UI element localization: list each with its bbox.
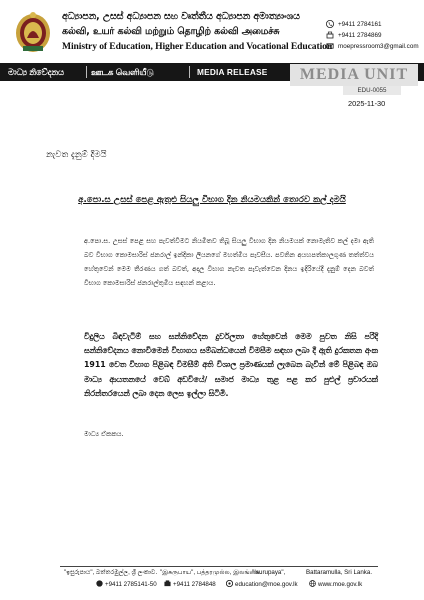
notice-heading: නැවත දැනුම් දීමයි xyxy=(46,150,107,160)
fax-icon xyxy=(326,31,334,39)
banner-label-english: MEDIA RELEASE xyxy=(197,67,268,77)
globe-icon xyxy=(309,580,316,587)
footer-divider xyxy=(60,566,378,567)
email-icon xyxy=(326,42,334,50)
banner-divider xyxy=(86,66,87,78)
footer-address-tamil: "இசுருபாய", பத்தரமுல்ல, இலங்கை. xyxy=(160,569,262,576)
contact-phone-text: +9411 2784161 xyxy=(338,20,382,28)
footer-phone-text: +9411 2785141-50 xyxy=(105,581,157,588)
footer-website[interactable] xyxy=(309,580,362,588)
footer-fax-text: +9411 2784848 xyxy=(173,581,216,588)
footer-address-english-city: Battaramulla, Sri Lanka. xyxy=(306,569,373,576)
release-date: 2025-11-30 xyxy=(348,99,386,108)
footer-website-text: www.moe.gov.lk xyxy=(318,581,363,588)
banner-label-sinhala: මාධ්‍ය නිවේදනය xyxy=(8,67,65,77)
org-name-tamil: கல்வி, உயர் கல்வி மற்றும் தொழிற் கல்வி அமைச்சு xyxy=(62,26,280,37)
phone-icon xyxy=(96,580,103,587)
reference-number: EDU-0055 xyxy=(357,87,387,94)
footer-phone xyxy=(96,580,157,588)
contact-phone xyxy=(326,20,381,28)
contact-email-text: moepressroom3@gmail.com xyxy=(338,42,419,50)
media-unit-label: MEDIA UNIT xyxy=(299,66,409,83)
contact-fax-text: +9411 2784869 xyxy=(338,31,382,39)
release-title: අ.පො.ස උසස් පෙළ ඇතුළු සියලු විභාග දින නියමයකින් තොරව කල් දමයි xyxy=(78,195,346,205)
footer-email-text: education@moe.gov.lk xyxy=(235,581,298,588)
contact-email xyxy=(326,42,419,50)
body-paragraph-2: විදුලිය බිඳවැටීම් සහ සන්නිවේදන දුර්වලතා හේතුවෙන් මෙම පුවත නිසි පරිදි සන්නිවේදනය නොවීමෙන් විභාගය සම්බන්ධයෙන් විමසීම සඳහා ලබා දී ඇති දුරකතන අංක 1911 වෙත විභාග පිළිබඳ විමසීම් අති විශාල ප්‍රමාණයක් ලැබෙන බැවින් මේ පිළිබඳ ඔබ මාධ්‍ය ආයතනයේ වෙබ් අඩවියේ/ සමාජ මාධ්‍ය තුළ පළ කර පුළුල් ප්‍රචාරයක් නිරන්තරයෙන් ලබා දෙන ලෙස ඉල්ලා සිටිමි. xyxy=(84,332,378,398)
contact-fax xyxy=(326,31,381,39)
org-name-english: Ministry of Education, Higher Education and Vocational Education xyxy=(62,41,333,52)
banner-divider xyxy=(189,66,190,78)
footer-email[interactable] xyxy=(226,580,298,588)
phone-icon xyxy=(326,20,334,28)
footer-address-english-name: "Isurupaya", xyxy=(252,569,286,576)
footer-fax xyxy=(164,580,216,588)
org-name-sinhala: අධ්‍යාපන, උසස් අධ්‍යාපන සහ වෘත්තීය අධ්‍යාපන අමාත්‍යාංශය xyxy=(62,11,300,22)
banner-label-tamil: ஊடக வெளியீடு xyxy=(91,67,154,77)
signoff: මාධ්‍ය ඒකකය. xyxy=(84,430,124,438)
ministry-emblem-icon xyxy=(14,10,52,54)
email-icon xyxy=(226,580,233,587)
fax-icon xyxy=(164,580,171,587)
body-paragraph-1: අ.පො.ස. උසස් පෙළ සහ පැවත්වීමට නියමිතව තිබූ සියලු විභාග දින නියමයක් නොමැතිව කල් දමා ඇති බව විභාග කොමසාරිස් ජනරාල් ඉන්දිකා ලියනගේ මහත්මිය පැවසීය. පවතින අයහපත්කාලගුණ තත්ත්වය හේතුවෙන් මෙම තීරණය ගත් බවත්, අදාල විභාග නැවත පැවැත්වෙන දිනය ඉදිරියේදී දැනුම් දෙන බවත් විභාග කොමසාරිස් ජනරාල්තුමිය සඳහන් කළාය. xyxy=(84,237,374,287)
footer-address-sinhala: "ඉසුරුපාය", බත්තරමුල්ල, ශ්‍රී ලංකාව. xyxy=(64,569,158,576)
